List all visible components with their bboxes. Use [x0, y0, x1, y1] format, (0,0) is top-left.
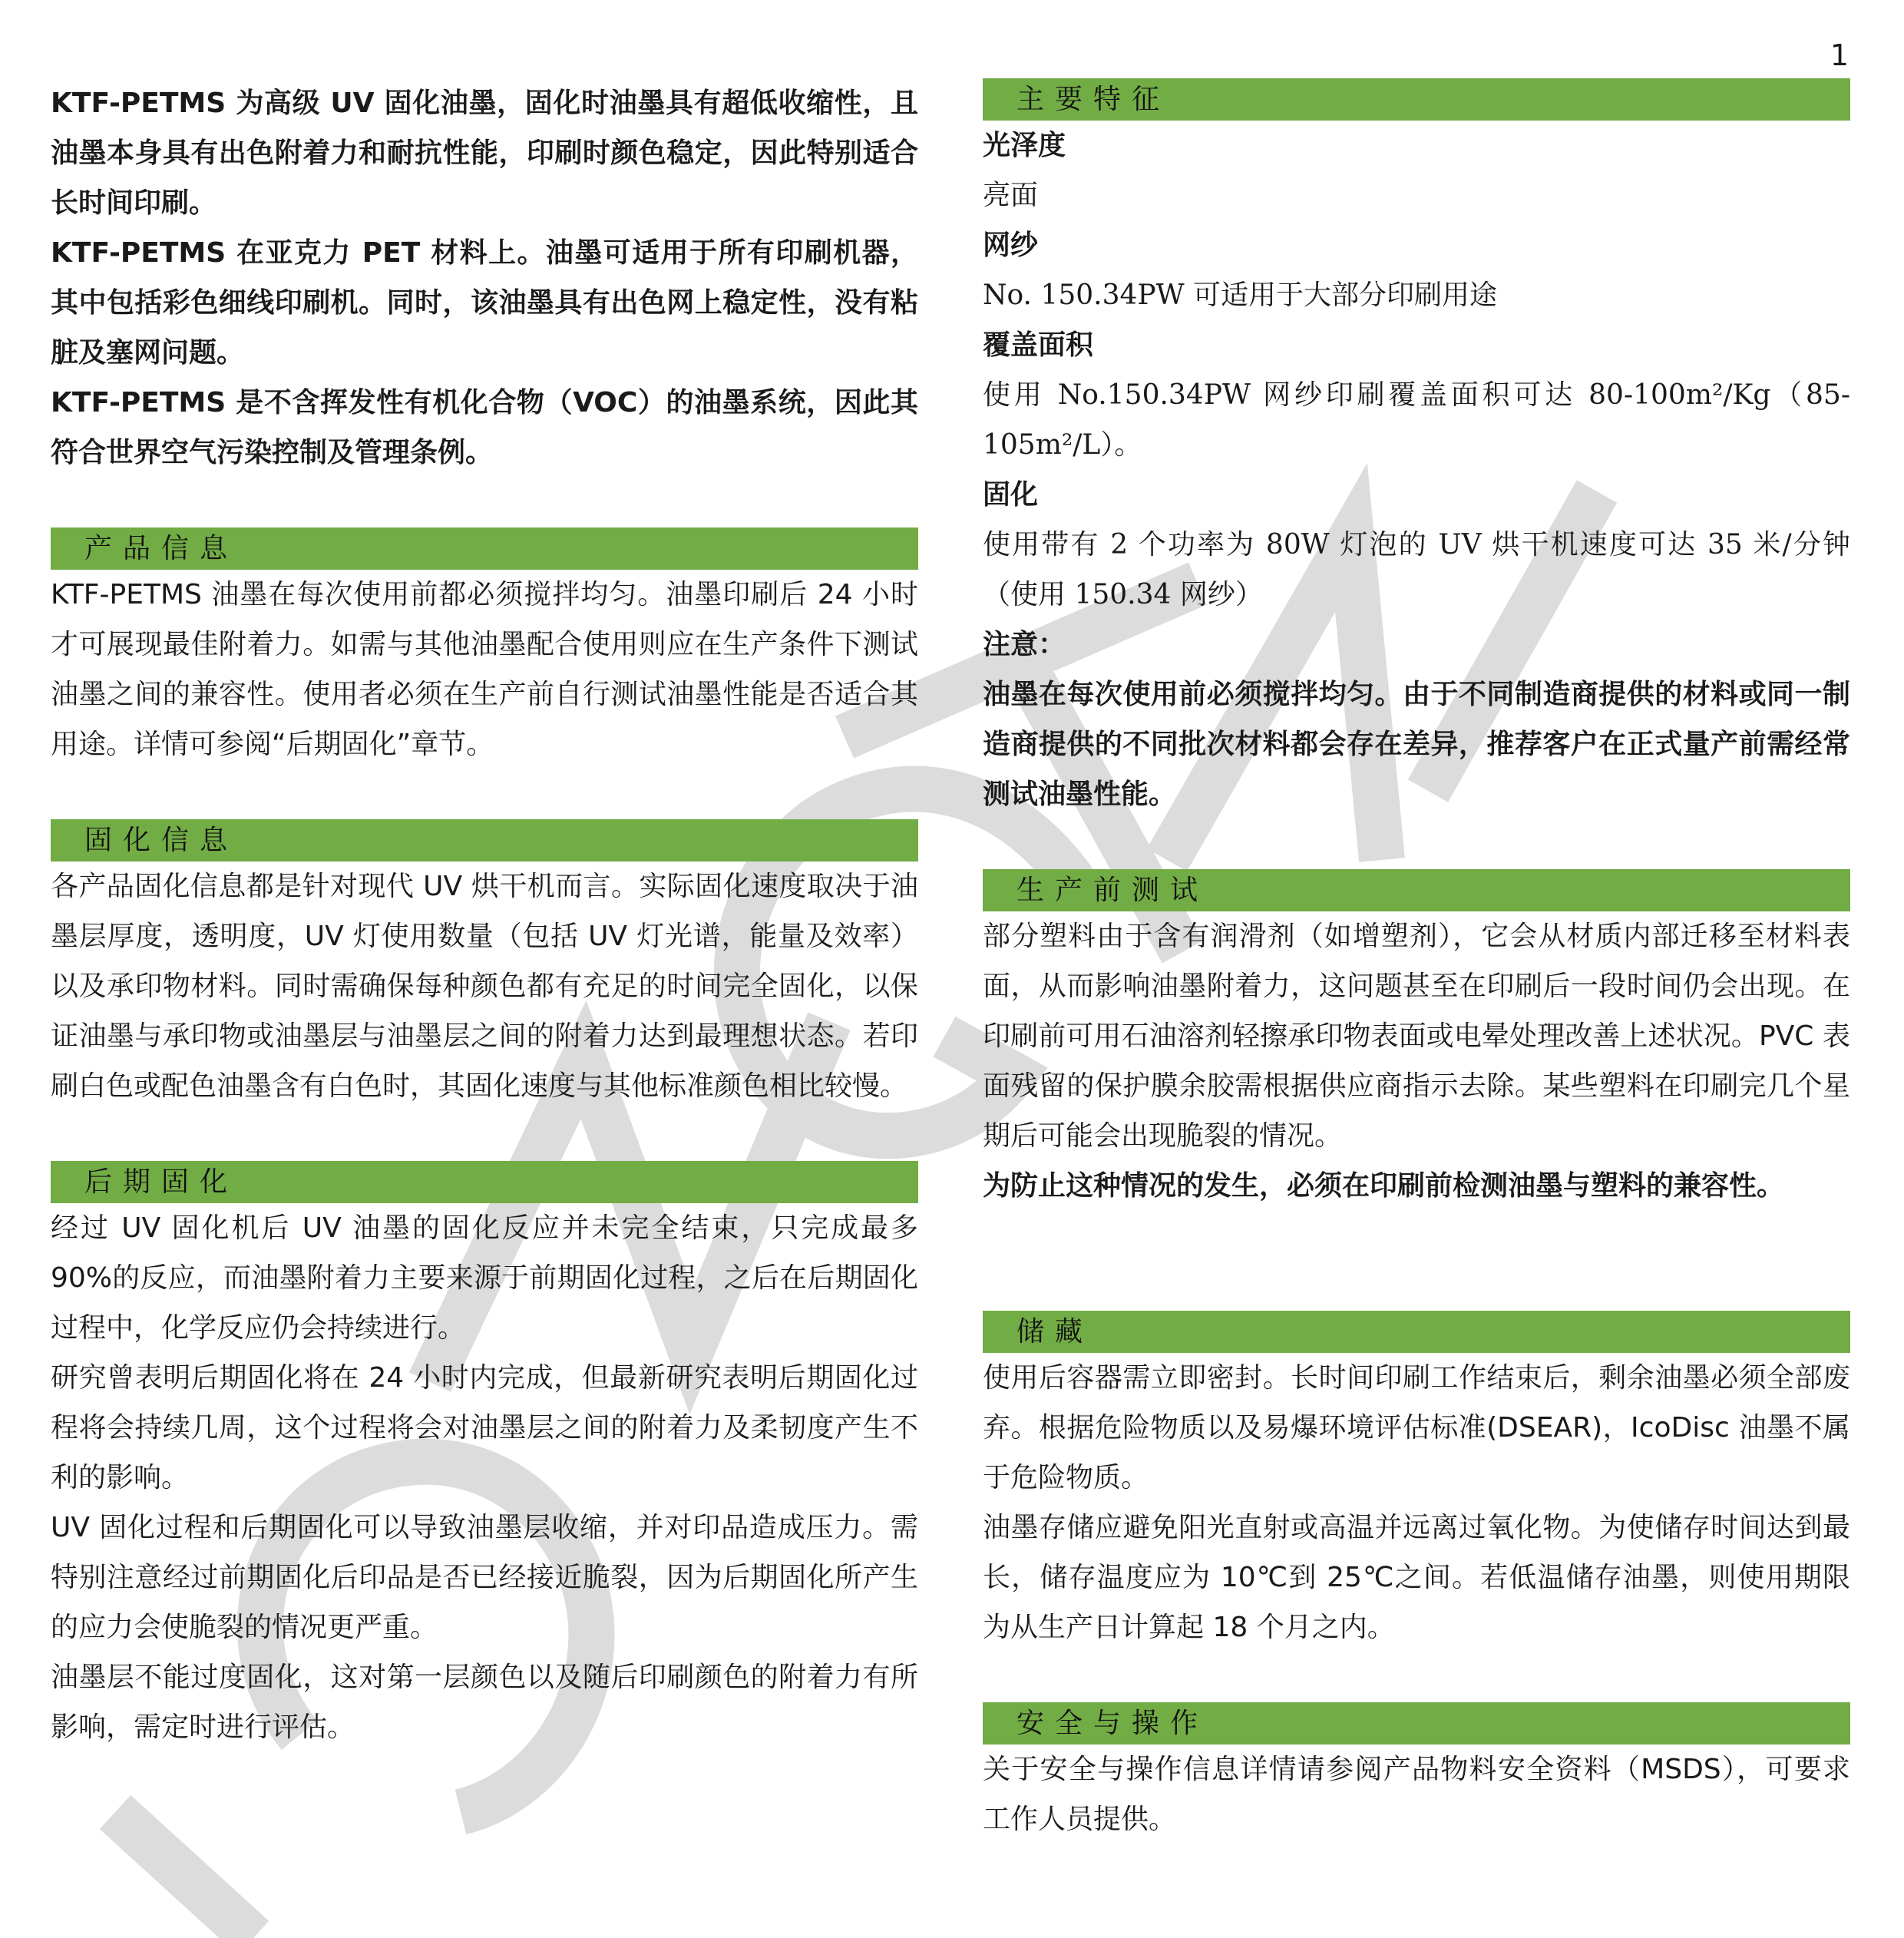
post-curing-paragraph: 研究曾表明后期固化将在 24 小时内完成，但最新研究表明后期固化过程将会持续几周，这个过程将会对油墨层之间的附着力及柔韧度产生不利的影响。 — [51, 1362, 918, 1493]
coverage-label: 覆盖面积 — [983, 329, 1094, 361]
post-curing-paragraph: 经过 UV 固化机后 UV 油墨的固化反应并未完全结束，只完成最多 90%的反应，而油墨附着力主要来源于前期固化过程，之后在后期固化过程中，化学反应仍会持续进行。 — [51, 1212, 927, 1344]
section-heading-product-info: 产品信息 — [51, 527, 918, 570]
mesh-value: No. 150.34PW 可适用于大部分印刷用途 — [983, 279, 1498, 311]
page-number: 1 — [1830, 38, 1849, 72]
gloss-value: 亮面 — [983, 180, 1039, 211]
intro-section — [51, 78, 918, 478]
section-heading-pre-production: 生产前测试 — [983, 869, 1850, 911]
product-info-paragraph: KTF-PETMS 油墨在每次使用前都必须搅拌均匀。油墨印刷后 24 小时才可展现最佳附着力。如需与其他油墨配合使用则应在生产条件下测试油墨之间的兼容性。使用者必须在生产前自行测试油墨性能是否适合其用途。详情可参阅“后期固化”章节。 — [51, 579, 918, 760]
intro-paragraph: KTF-PETMS 在亚克力 PET 材料上。油墨可适用于所有印刷机器，其中包括彩色细线印刷机。同时，该油墨具有出色网上稳定性，没有粘脏及塞网问题。 — [51, 237, 918, 369]
note-value: 油墨在每次使用前必须搅拌均匀。由于不同制造商提供的材料或同一制造商提供的不同批次材料都会存在差异，推荐客户在正式量产前需经常测试油墨性能。 — [983, 679, 1850, 810]
post-curing-paragraph: 油墨层不能过度固化，这对第一层颜色以及随后印刷颜色的附着力有所影响，需定时进行评估。 — [51, 1662, 918, 1743]
section-heading-post-curing: 后期固化 — [51, 1161, 918, 1203]
section-heading-main-features: 主要特征 — [983, 78, 1850, 121]
pre-production-emphasis: 为防止这种情况的发生，必须在印刷前检测油墨与塑料的兼容性。 — [983, 1170, 1785, 1202]
post-curing-section — [51, 1161, 927, 1752]
curing-info-section — [51, 819, 918, 1111]
pre-production-paragraph: 部分塑料由于含有润滑剂（如增塑剂），它会从材质内部迁移至材料表面，从而影响油墨附着力，这问题甚至在印刷后一段时间仍会出现。在印刷前可用石油溶剂轻擦承印物表面或电晕处理改善上述状况。PVC 表面残留的保护膜余胶需根据供应商指示去除。某些塑料在印刷完几个星期后可能会出现脆裂的情况。 — [983, 921, 1850, 1152]
section-heading-storage: 储藏 — [983, 1311, 1850, 1353]
product-info-section — [51, 527, 918, 769]
gloss-label: 光泽度 — [983, 130, 1066, 161]
post-curing-paragraph: UV 固化过程和后期固化可以导致油墨层收缩，并对印品造成压力。需特别注意经过前期固化后印品是否已经接近脆裂，因为后期固化所产生的应力会使脆裂的情况更严重。 — [51, 1512, 918, 1643]
left-column — [51, 78, 927, 1752]
storage-paragraph: 使用后容器需立即密封。长时间印刷工作结束后，剩余油墨必须全部废弃。根据危险物质以及易爆环境评估标准(DSEAR)，IcoDisc 油墨不属于危险物质。 — [983, 1362, 1850, 1493]
section-heading-safety: 安全与操作 — [983, 1702, 1850, 1745]
storage-section — [983, 1311, 1850, 1652]
main-features-section — [983, 78, 1850, 819]
coverage-value: 使用 No.150.34PW 网纱印刷覆盖面积可达 80-100m²/Kg（85-105m²/L）。 — [983, 379, 1850, 461]
safety-paragraph: 关于安全与操作信息详情请参阅产品物料安全资料（MSDS），可要求工作人员提供。 — [983, 1754, 1850, 1835]
note-label: 注意： — [983, 629, 1066, 660]
curing-info-paragraph: 各产品固化信息都是针对现代 UV 烘干机而言。实际固化速度取决于油墨层厚度，透明度，UV 灯使用数量（包括 UV 灯光谱，能量及效率）以及承印物材料。同时需确保每种颜色都有充足的时间完全固化，以保证油墨与承印物或油墨层与油墨层之间的附着力达到最理想状态。若印刷白色或配色油墨含有白色时，其固化速度与其他标准颜色相比较慢。 — [51, 871, 918, 1102]
section-heading-curing-info: 固化信息 — [51, 819, 918, 862]
right-column — [983, 78, 1850, 1844]
pre-production-section — [983, 869, 1850, 1211]
mesh-label: 网纱 — [983, 230, 1039, 261]
cure-value: 使用带有 2 个功率为 80W 灯泡的 UV 烘干机速度可达 35 米/分钟（使用 150.34 网纱） — [983, 529, 1850, 610]
intro-paragraph: KTF-PETMS 为高级 UV 固化油墨，固化时油墨具有超低收缩性，且油墨本身具有出色附着力和耐抗性能，印刷时颜色稳定，因此特别适合长时间印刷。 — [51, 88, 918, 219]
storage-paragraph: 油墨存储应避免阳光直射或高温并远离过氧化物。为使储存时间达到最长，储存温度应为 10℃到 25℃之间。若低温储存油墨，则使用期限为从生产日计算起 18 个月之内。 — [983, 1512, 1850, 1643]
intro-paragraph: KTF-PETMS 是不含挥发性有机化合物（VOC）的油墨系统，因此其符合世界空气污染控制及管理条例。 — [51, 387, 918, 468]
cure-label: 固化 — [983, 479, 1039, 511]
safety-section — [983, 1702, 1850, 1844]
